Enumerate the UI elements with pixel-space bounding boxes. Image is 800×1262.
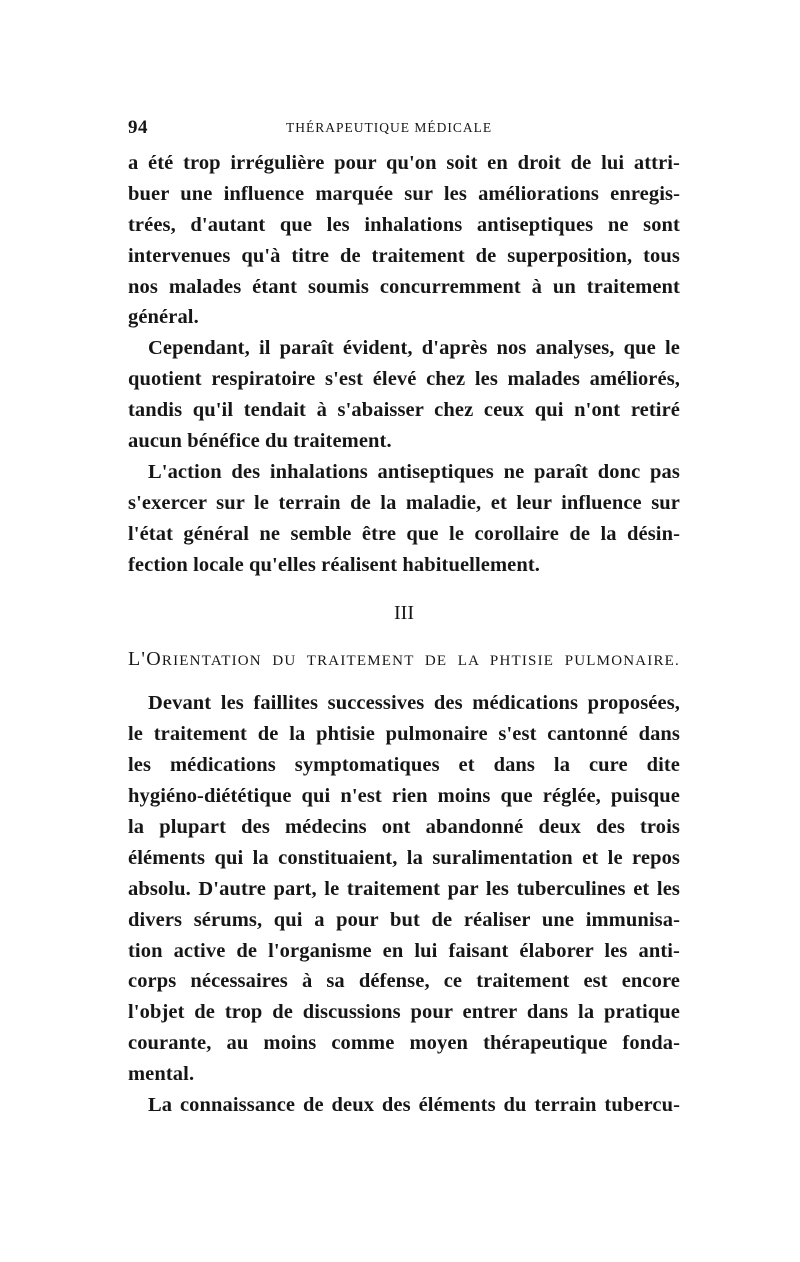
text-line: L'action des inhalations antiseptiques ne paraît donc pas xyxy=(148,460,680,483)
running-head xyxy=(128,117,682,139)
text-line: nos malades étant soumis concurremment à un traitement xyxy=(128,275,680,298)
text-line: mental. xyxy=(128,1063,195,1086)
body-text xyxy=(128,148,680,1121)
text-line: l'objet de trop de discussions pour entrer dans la pratique xyxy=(128,1001,680,1024)
running-title: THÉRAPEUTIQUE MÉDICALE xyxy=(286,120,493,135)
text-line: buer une influence marquée sur les améliorations enregis- xyxy=(128,182,680,205)
text-line: hygiéno-diététique qui n'est rien moins que réglée, puisque xyxy=(128,785,680,808)
section-number: III xyxy=(394,602,414,625)
text-line: divers sérums, qui a pour but de réaliser une immunisa- xyxy=(128,908,680,931)
section-title-rest: RIENTATION DU TRAITEMENT DE LA PHTISIE PULMONAIRE. xyxy=(161,653,680,670)
text-line: fection locale qu'elles réalisent habituellement. xyxy=(128,553,540,576)
text-line: Devant les faillites successives des médications proposées, xyxy=(148,692,680,715)
text-line: Cependant, il paraît évident, d'après nos analyses, que le xyxy=(148,337,680,360)
page-number: 94 xyxy=(128,117,148,138)
text-line: l'état général ne semble être que le corollaire de la désin- xyxy=(128,522,680,545)
section-title-initial: L'O xyxy=(128,648,162,671)
text-line: courante, au moins comme moyen thérapeutique fonda- xyxy=(128,1032,680,1055)
text-line: s'exercer sur le terrain de la maladie, et leur influence sur xyxy=(128,491,680,514)
text-line: corps nécessaires à sa défense, ce traitement est encore xyxy=(128,970,680,993)
text-line: les médications symptomatiques et dans la cure dite xyxy=(128,754,680,777)
text-line: éléments qui la constituaient, la suralimentation et le repos xyxy=(128,846,680,869)
text-line: trées, d'autant que les inhalations antiseptiques ne sont xyxy=(128,213,680,236)
text-line: quotient respiratoire s'est élevé chez les malades améliorés, xyxy=(128,368,680,391)
text-line: La connaissance de deux des éléments du terrain tubercu- xyxy=(148,1094,680,1117)
text-line: la plupart des médecins ont abandonné deux des trois xyxy=(128,816,680,839)
section-title xyxy=(128,644,680,674)
text-line: absolu. D'autre part, le traitement par les tuberculines et les xyxy=(128,877,680,900)
text-line: tandis qu'il tendait à s'abaisser chez ceux qui n'ont retiré xyxy=(128,399,680,422)
text-line: le traitement de la phtisie pulmonaire s'est cantonné dans xyxy=(128,723,680,746)
text-line: intervenues qu'à titre de traitement de superposition, tous xyxy=(128,244,680,267)
text-line: général. xyxy=(128,306,199,329)
text-line: a été trop irrégulière pour qu'on soit en droit de lui attri- xyxy=(128,152,680,174)
text-line: tion active de l'organisme en lui faisant élaborer les anti- xyxy=(128,939,680,962)
text-line: aucun bénéfice du traitement. xyxy=(128,430,392,453)
